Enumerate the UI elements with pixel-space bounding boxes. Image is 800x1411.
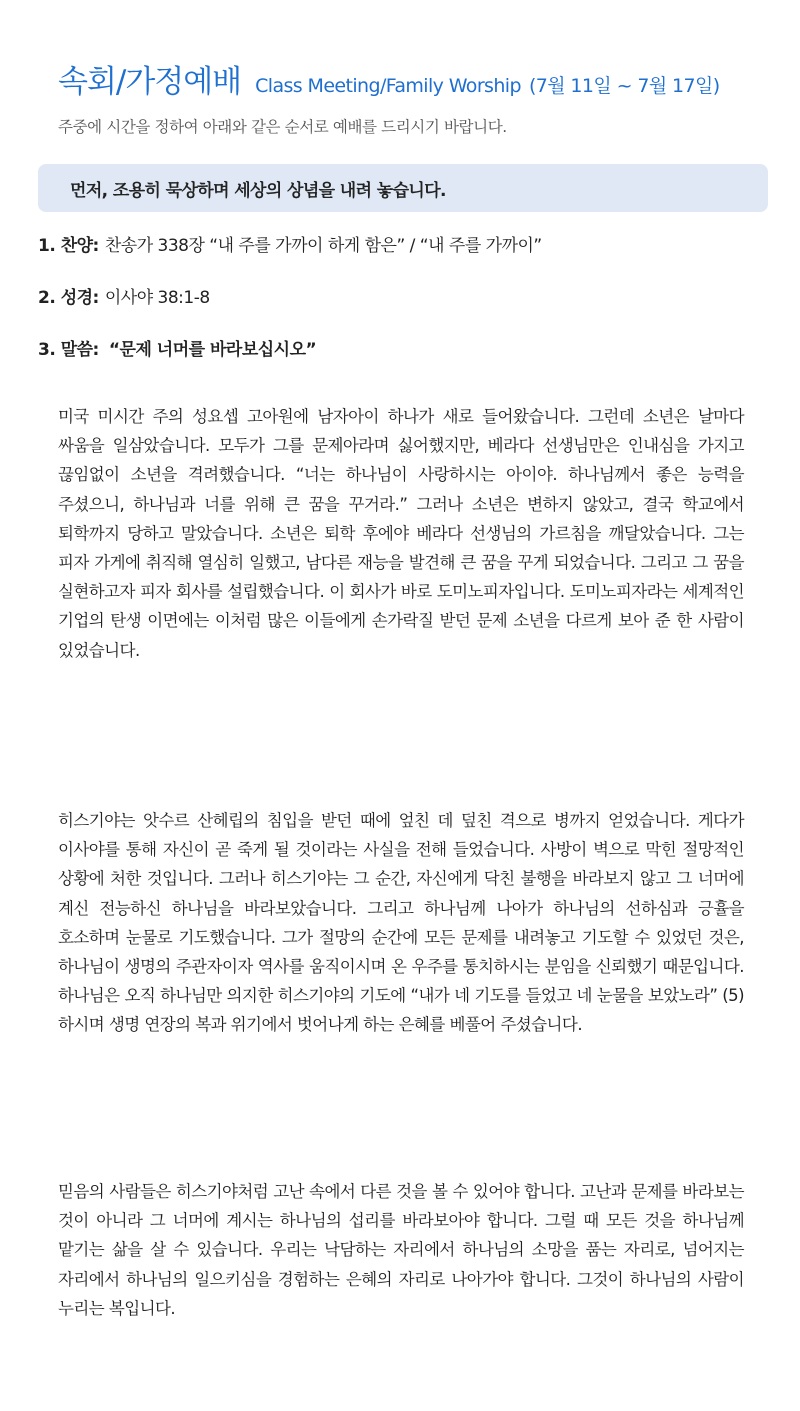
page-title: 속회/가정예배 [58, 64, 242, 100]
sermon-paragraph: 믿음의 사람들은 히스기야처럼 고난 속에서 다른 것을 볼 수 있어야 합니다. 고난과 문제를 바라보는 것이 아니라 그 너머에 계시는 하나님의 섭리를 바라보아야 합니다. 그럴 때 모든 것을 하나님께 맡기는 삶을 살 수 있습니다. 우리는 낙담하는 자리에서 하나님의 소망을 품는 자리로, 넘어지는 자리에서 하나님의 일으키심을 경험하는 은혜의 자리로 나아가야 합니다. 그것이 하나님의 사람이 누리는 복입니다. [58, 1182, 744, 1318]
order-item-value: 찬송가 338장 “내 주를 가까이 하게 함은” / “내 주를 가까이” [104, 236, 542, 256]
order-item-label: 2. 성경: [38, 288, 99, 308]
order-item-sermon [38, 335, 316, 360]
order-item-hymn [38, 231, 542, 256]
meditation-callout [38, 164, 768, 212]
sermon-title: “문제 너머를 바라보십시오” [108, 340, 317, 360]
order-item-scripture [38, 283, 210, 308]
callout-text: 먼저, 조용히 묵상하며 세상의 상념을 내려 놓습니다. [70, 180, 446, 201]
page-header [58, 56, 778, 101]
title-row [58, 56, 778, 101]
order-item-label: 3. 말씀: [38, 340, 99, 360]
order-item-label: 1. 찬양: [38, 236, 99, 256]
page-subtitle: 주중에 시간을 정하여 아래와 같은 순서로 예배를 드리시기 바랍니다. [58, 118, 507, 136]
page-title-english: Class Meeting/Family Worship [255, 75, 521, 97]
order-item-value: 이사야 38:1-8 [104, 288, 210, 308]
sermon-paragraph: 히스기야는 앗수르 산헤립의 침입을 받던 때에 엎친 데 덮친 격으로 병까지 얻었습니다. 게다가 이사야를 통해 자신이 곧 죽게 될 것이라는 사실을 전해 들었습니다. 사방이 벽으로 막힌 절망적인 상황에 처한 것입니다. 그러나 히스기야는 그 순간, 자신에게 닥친 불행을 바라보지 않고 그 너머에 계신 전능하신 하나님을 바라보았습니다. 그리고 하나님께 나아가 하나님의 선하심과 긍휼을 호소하며 눈물로 기도했습니다. 그가 절망의 순간에 모든 문제를 내려놓고 기도할 수 있었던 것은, 하나님이 생명의 주관자이자 역사를 움직이시며 온 우주를 통치하시는 분임을 신뢰했기 때문입니다. 하나님은 오직 하나님만 의지한 히스기야의 기도에 “내가 네 기도를 들었고 네 눈물을 보았노라” (5) 하시며 생명 연장의 복과 위기에서 벗어나게 하는 은혜를 베풀어 주셨습니다. [58, 811, 744, 1035]
sermon-paragraph: 미국 미시간 주의 성요셉 고아원에 남자아이 하나가 새로 들어왔습니다. 그런데 소년은 날마다 싸움을 일삼았습니다. 모두가 그를 문제아라며 싫어했지만, 베라다 선생님만은 인내심을 가지고 끊임없이 소년을 격려했습니다. “너는 하나님이 사랑하시는 아이야. 하나님께서 좋은 능력을 주셨으니, 하나님과 너를 위해 큰 꿈을 꾸거라.” 그러나 소년은 변하지 않았고, 결국 학교에서 퇴학까지 당하고 말았습니다. 소년은 퇴학 후에야 베라다 선생님의 가르침을 깨달았습니다. 그는 피자 가게에 취직해 열심히 일했고, 남다른 재능을 발견해 큰 꿈을 꾸게 되었습니다. 그리고 그 꿈을 실현하고자 피자 회사를 설립했습니다. 이 회사가 바로 도미노피자입니다. 도미노피자라는 세계적인 기업의 탄생 이면에는 이처럼 많은 이들에게 손가락질 받던 문제 소년을 다르게 보아 준 한 사람이 있었습니다. [58, 407, 744, 660]
date-range: (7월 11일 ~ 7월 17일) [528, 75, 720, 97]
